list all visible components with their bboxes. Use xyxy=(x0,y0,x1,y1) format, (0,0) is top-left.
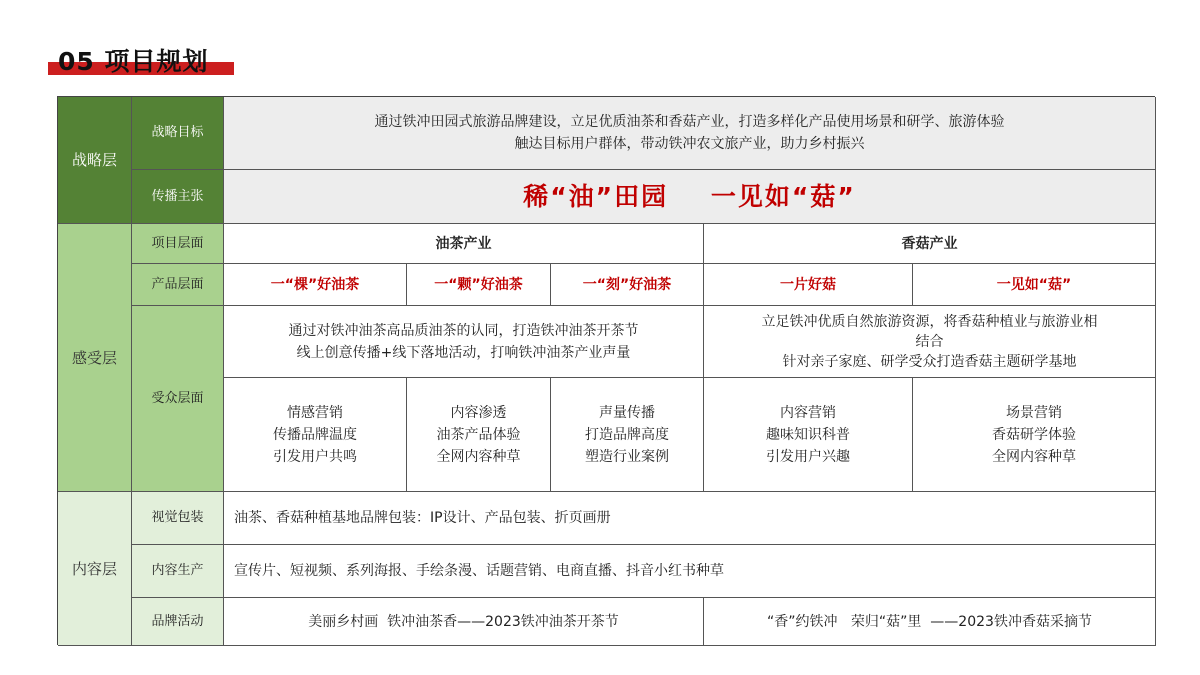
audience-right-line-1: 立足铁冲优质自然旅游资源，将香菇种植业与旅游业相 xyxy=(761,313,1098,330)
goal-line-2: 触达目标用户群体，带动铁冲农文旅产业，助力乡村振兴 xyxy=(514,136,865,152)
row-label-product: 产品层面 xyxy=(132,264,224,306)
product-item: 一见如“菇” xyxy=(913,264,1156,306)
tactic-line: 引发用户兴趣 xyxy=(766,448,850,465)
tactic-title: 声量传播 xyxy=(599,404,655,421)
tactic-title: 内容渗透 xyxy=(450,404,507,421)
tactic-line: 全网内容种草 xyxy=(992,448,1076,465)
product-item: 一片好菇 xyxy=(704,264,913,306)
slogan: 稀“油”田园 一见如“菇” xyxy=(224,170,1156,224)
project-mushroom: 香菇产业 xyxy=(704,224,1156,264)
tactic-line: 香菇研学体验 xyxy=(992,426,1076,443)
audience-tactic xyxy=(224,378,407,492)
audience-tactic xyxy=(913,378,1156,492)
row-label-activity: 品牌活动 xyxy=(132,598,224,646)
tactic-line: 全网内容种草 xyxy=(436,448,521,465)
project-oil-tea: 油茶产业 xyxy=(224,224,704,264)
tactic-line: 塑造行业案例 xyxy=(585,448,669,465)
row-label-project: 项目层面 xyxy=(132,224,224,264)
audience-tactic xyxy=(704,378,913,492)
page-title: 05 项目规划 xyxy=(58,47,209,76)
audience-tactic xyxy=(551,378,704,492)
audience-left-line-1: 通过对铁冲油茶高品质油茶的认同，打造铁冲油茶开茶节 xyxy=(288,322,639,339)
tactic-line: 引发用户共鸣 xyxy=(273,448,357,465)
audience-right-line-3: 针对亲子家庭、研学受众打造香菇主题研学基地 xyxy=(782,353,1077,370)
tactic-line: 油茶产品体验 xyxy=(436,426,521,443)
visual-text: 油茶、香菇种植基地品牌包装：IP设计、产品包装、折页画册 xyxy=(224,492,1156,545)
row-label-message: 传播主张 xyxy=(132,170,224,224)
row-label-goal: 战略目标 xyxy=(132,97,224,170)
layer-perception: 感受层 xyxy=(58,224,132,492)
audience-right-line-2: 结合 xyxy=(915,333,944,350)
audience-mushroom-summary xyxy=(704,306,1156,378)
layer-content: 内容层 xyxy=(58,492,132,646)
product-item: 一“颗”好油茶 xyxy=(407,264,551,306)
project-plan-table xyxy=(57,96,1155,645)
activity-mushroom: “香”约铁冲 荣归“菇”里 ——2023铁冲香菇采摘节 xyxy=(704,598,1156,646)
product-item: 一“棵”好油茶 xyxy=(224,264,407,306)
audience-oil-tea-summary xyxy=(224,306,704,378)
tactic-line: 趣味知识科普 xyxy=(766,426,850,443)
tactic-line: 打造品牌高度 xyxy=(585,426,669,443)
audience-left-line-2: 线上创意传播+线下落地活动，打响铁冲油茶产业声量 xyxy=(296,344,631,361)
page-title-block xyxy=(48,42,234,76)
production-text: 宣传片、短视频、系列海报、手绘条漫、话题营销、电商直播、抖音小红书种草 xyxy=(224,545,1156,598)
goal-line-1: 通过铁冲田园式旅游品牌建设，立足优质油茶和香菇产业，打造多样化产品使用场景和研学、旅游体验 xyxy=(374,114,1005,130)
layer-strategy: 战略层 xyxy=(58,97,132,224)
row-label-audience: 受众层面 xyxy=(132,306,224,492)
product-item: 一“刻”好油茶 xyxy=(551,264,704,306)
tactic-title: 场景营销 xyxy=(1006,404,1062,421)
goal-text xyxy=(224,97,1156,170)
tactic-title: 内容营销 xyxy=(780,404,836,421)
tactic-title: 情感营销 xyxy=(287,404,343,421)
row-label-visual: 视觉包装 xyxy=(132,492,224,545)
tactic-line: 传播品牌温度 xyxy=(273,426,357,443)
activity-oil-tea: 美丽乡村画 铁冲油茶香——2023铁冲油茶开茶节 xyxy=(224,598,704,646)
row-label-production: 内容生产 xyxy=(132,545,224,598)
audience-tactic xyxy=(407,378,551,492)
